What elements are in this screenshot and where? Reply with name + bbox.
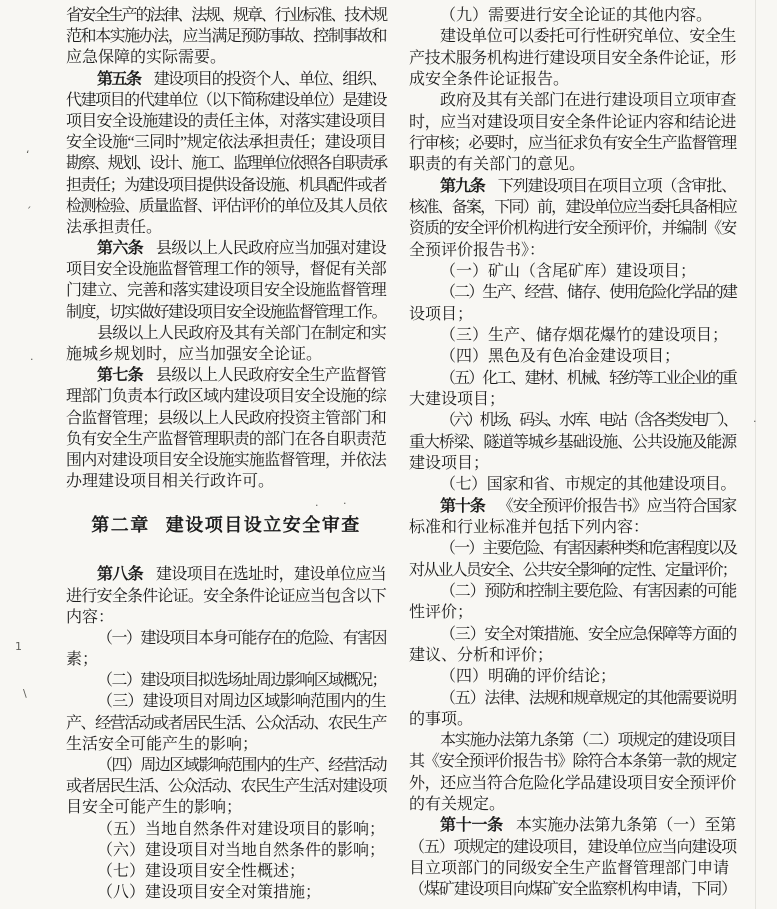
article-number: 第六条 [97, 240, 144, 258]
text-line [409, 794, 736, 815]
line-text: 检测检验、质量监督、评估评价的单位及其人员依 [66, 197, 387, 215]
text-line [409, 389, 736, 410]
text-line [409, 538, 736, 559]
line-text: 制度，切实做好建设项目安全设施监督管理工作。 [66, 303, 387, 321]
text-line [409, 688, 736, 709]
line-text: 核准、备案，下同）前，建设单位应当委托具备相应 [409, 198, 737, 216]
line-text: （七）建设项目安全性概述； [97, 862, 306, 880]
line-text: （二）预防和控制主要危险、有害因素的可能 [440, 582, 737, 600]
line-text: （六）建设项目对当地自然条件的影响； [97, 841, 386, 859]
line-text: 生活安全可能产生的影响； [66, 735, 259, 753]
text-line [66, 196, 386, 217]
line-text: 本实施办法第九条第（二）项规定的建设项目 [440, 732, 737, 750]
text-line [409, 410, 736, 431]
text-line [66, 691, 386, 712]
text-line [409, 730, 736, 751]
line-text: 县级以上人民政府应当加强对建设 [156, 240, 387, 258]
left-column-top-lines [66, 5, 386, 492]
line-text: （五）法律、法规和规章规定的其他需要说明 [440, 689, 737, 707]
text-line [409, 709, 736, 730]
line-text: 合监督管理；县级以上人民政府投资主管部门和 [66, 409, 387, 427]
line-text: 政府及其有关部门在进行建设项目立项审查 [440, 92, 737, 110]
line-text: 设项目； [409, 305, 474, 323]
text-line [409, 69, 736, 90]
text-line [409, 346, 736, 367]
line-text: 县级以上人民政府及其有关部门在制定和实 [97, 324, 387, 342]
text-line [66, 819, 386, 840]
article-number: 第十条 [440, 497, 485, 515]
text-line [409, 112, 736, 133]
line-text: 理部门负责本行政区域内建设项目安全设施的综 [66, 388, 387, 406]
stray-scan-mark: \ [23, 687, 27, 700]
text-line [66, 607, 386, 628]
text-line [409, 261, 736, 282]
line-text: 时，应当对建设项目安全条件论证内容和结论进 [409, 113, 737, 131]
text-line [409, 240, 736, 261]
text-line [66, 734, 386, 755]
text-line [409, 666, 736, 687]
text-line [66, 47, 386, 68]
line-text: 县级以上人民政府安全生产监督管 [156, 367, 387, 385]
text-line [66, 69, 386, 90]
stray-scan-mark: ˏ [26, 196, 32, 209]
line-text: 全预评价报告书》： [409, 241, 546, 259]
line-text: 对从业人员安全、公共安全影响的定性、定量评价； [409, 561, 737, 579]
line-text: （三）安全对策措施、安全应急保障等方面的 [440, 625, 737, 643]
line-text: 勘察、规划、设计、施工、监理单位依照各自职责承 [66, 155, 387, 173]
text-line [66, 670, 386, 691]
line-text: （五）项规定的建设项目，建设单位应当向建设项 [409, 838, 737, 856]
line-text: 产技术服务机构进行建设项目安全条件论证，形 [409, 49, 737, 67]
line-text: 内容： [66, 608, 115, 626]
text-line [409, 368, 736, 389]
line-text: （四）明确的评价结论； [440, 668, 617, 686]
text-line [409, 773, 736, 794]
text-line [66, 238, 386, 259]
text-line [66, 175, 386, 196]
text-line [66, 628, 386, 649]
line-text: （三）生产、储存烟花爆竹的建设项目； [440, 326, 729, 344]
line-text: （二）建设项目拟选场址周边影响区域概况； [97, 672, 387, 690]
line-text: 项目安全设施监督管理工作的领导，督促有关部 [66, 261, 387, 279]
text-line [409, 90, 736, 111]
line-text: 省安全生产的法律、法规、规章、行业标准、技术规 [66, 7, 387, 24]
line-text: 围内对建设项目安全设施实施监督管理，并依法 [66, 451, 387, 469]
text-line [409, 815, 736, 836]
chapter-number: 第二章 [91, 515, 150, 536]
line-text: （六）机场、码头、水库、电站（含各类发电厂）、 [440, 412, 737, 430]
text-line [409, 432, 736, 453]
text-line [66, 111, 386, 132]
line-text: 行审核；必要时，应当征求负有安全生产监督管理 [409, 134, 737, 152]
text-line [66, 365, 386, 386]
stray-scan-mark: · [343, 497, 347, 510]
text-line [66, 861, 386, 882]
line-text: 重大桥梁、隧道等城乡基础设施、公共设施及能源 [409, 433, 737, 451]
text-line [66, 344, 386, 365]
text-line [66, 586, 386, 607]
stray-scan-mark: · [315, 499, 319, 512]
text-line [66, 713, 386, 734]
line-text: 目安全可能产生的影响； [66, 799, 243, 817]
text-line [409, 154, 736, 175]
text-line [66, 450, 386, 471]
line-text: 其《安全预评价报告书》除符合本条第一款的规定 [409, 753, 737, 771]
text-line [66, 5, 386, 26]
article-number: 第七条 [97, 367, 144, 385]
line-text: 目立项部门的同级安全生产监督管理部门申请 [409, 860, 730, 878]
line-text: 范和本实施办法，应当满足预防事故、控制事故和 [66, 28, 387, 46]
text-line [66, 840, 386, 861]
line-text: 或者居民生活、公众活动、农民生产生活对建设项 [66, 778, 387, 796]
text-line [409, 496, 736, 517]
line-text: 进行安全条件论证。安全条件论证应当包含以下 [66, 587, 387, 605]
text-line [409, 581, 736, 602]
left-column-bottom-lines [66, 564, 386, 903]
line-text: （七）国家和省、市规定的其他建设项目。 [440, 476, 737, 494]
text-line [409, 560, 736, 581]
chapter-heading [66, 504, 386, 546]
line-text: 建设单位可以委托可行性研究单位、安全生 [440, 28, 737, 46]
text-line [409, 858, 736, 879]
line-text: （二）生产、经营、储存、使用危险化学品的建 [440, 284, 737, 302]
text-line [66, 323, 386, 344]
text-line [66, 26, 386, 47]
text-line [409, 645, 736, 666]
text-line [409, 474, 736, 495]
line-text: 《安全预评价报告书》应当符合国家 [497, 497, 737, 515]
line-text: （五）化工、建材、机械、轻纺等工业企业的重 [440, 369, 737, 387]
text-line [409, 282, 736, 303]
chapter-title: 建设项目设立安全审查 [165, 515, 361, 536]
text-line [66, 259, 386, 280]
text-line [66, 797, 386, 818]
line-text: 产、经营活动或者居民生活、公众活动、农民生产 [66, 714, 387, 732]
line-text: （一）主要危险、有害因素种类和危害程度以及 [440, 540, 737, 558]
text-line [66, 649, 386, 670]
text-line [409, 26, 736, 47]
text-line [409, 837, 736, 858]
text-line [66, 429, 386, 450]
line-text: 标准和行业标准并包括下列内容： [409, 518, 650, 536]
line-text: 外，还应当符合危险化学品建设项目安全预评价 [409, 774, 737, 792]
text-line [409, 517, 736, 538]
right-column [409, 5, 736, 901]
line-text: 门建立、完善和落实建设项目安全设施监督管理 [66, 282, 387, 300]
line-text: 负有安全生产监督管理职责的部门在各自职责范 [66, 430, 387, 448]
text-line [66, 776, 386, 797]
left-column [66, 5, 386, 903]
text-line [409, 5, 736, 26]
line-text: 建设项目在选址时，建设单位应当 [156, 566, 387, 584]
line-text: 性评价； [409, 604, 474, 622]
line-text: 成安全条件论证报告。 [409, 70, 570, 88]
text-line [66, 280, 386, 301]
line-text: 办理建设项目相关行政许可。 [66, 473, 275, 491]
text-line [409, 304, 736, 325]
line-text: （三）建设项目对周边区域影响范围内的生 [97, 693, 387, 711]
text-line [409, 624, 736, 645]
text-line [66, 217, 386, 238]
line-text: （四）黑色及有色冶金建设项目； [440, 348, 681, 366]
article-number: 第九条 [440, 177, 485, 195]
text-line [409, 602, 736, 623]
line-text: 下列建设项目在项目立项（含审批、 [497, 177, 737, 195]
text-line [66, 882, 386, 903]
line-text: 建设项目的投资个人、单位、组织、 [153, 70, 387, 88]
text-line [66, 132, 386, 153]
text-line [66, 386, 386, 407]
text-line [409, 48, 736, 69]
line-text: 代建项目的代建单位（以下简称建设单位）是建设 [66, 91, 387, 109]
line-text: 应急保障的实际需要。 [66, 49, 227, 67]
line-text: （一）建设项目本身可能存在的危险、有害因 [97, 629, 387, 647]
line-text: 素； [66, 651, 99, 669]
article-number: 第十一条 [440, 817, 503, 835]
line-text: （九）需要进行安全论证的其他内容。 [440, 7, 713, 24]
text-line [66, 90, 386, 111]
text-line [66, 153, 386, 174]
line-text: 建议、分析和评价； [409, 646, 554, 664]
line-text: 本实施办法第九条第（一）至第 [515, 817, 737, 835]
line-text: 法承担责任。 [66, 218, 163, 236]
text-line [66, 564, 386, 585]
text-line [66, 408, 386, 429]
stray-scan-mark: · [753, 415, 757, 428]
line-text: 的事项。 [409, 710, 474, 728]
text-line [66, 302, 386, 323]
text-line [66, 471, 386, 492]
text-line [409, 751, 736, 772]
page-edge-line [755, 0, 756, 909]
text-line [409, 325, 736, 346]
text-line [409, 218, 736, 239]
line-text: （八）建设项目安全对策措施； [97, 884, 322, 902]
article-number: 第五条 [97, 70, 141, 88]
line-text: 建设项目； [409, 454, 490, 472]
line-text: 项目安全设施建设的责任主体，对落实建设项目 [66, 112, 387, 130]
article-number: 第八条 [97, 566, 144, 584]
text-line [409, 879, 736, 900]
text-line [409, 453, 736, 474]
line-text: （一）矿山（含尾矿库）建设项目； [440, 262, 697, 280]
line-text: 职责的有关部门的意见。 [409, 156, 586, 174]
line-text: 资质的安全评价机构进行安全预评价，并编制《安 [409, 220, 737, 238]
line-text: （五）当地自然条件对建设项目的影响； [97, 820, 386, 838]
line-text: 施城乡规划时，应当加强安全论证。 [66, 346, 323, 363]
text-line [409, 133, 736, 154]
line-text: 大建设项目； [409, 390, 506, 408]
line-text: 安全设施“三同时”规定依法承担责任；建设项目 [66, 134, 387, 152]
text-line [66, 755, 386, 776]
text-line [409, 176, 736, 197]
stray-scan-mark: ʻ [26, 148, 30, 161]
line-text: （煤矿建设项目向煤矿安全监察机构申请，下同） [409, 881, 737, 899]
stray-scan-mark: · [30, 353, 34, 366]
text-line [409, 197, 736, 218]
line-text: （四）周边区域影响范围内的生产、经营活动 [97, 757, 387, 774]
line-text: 的有关规定。 [409, 796, 506, 814]
line-text: 担责任；为建设项目提供设备设施、机具配件或者 [66, 176, 387, 194]
stray-scan-mark: 1 [15, 640, 22, 653]
